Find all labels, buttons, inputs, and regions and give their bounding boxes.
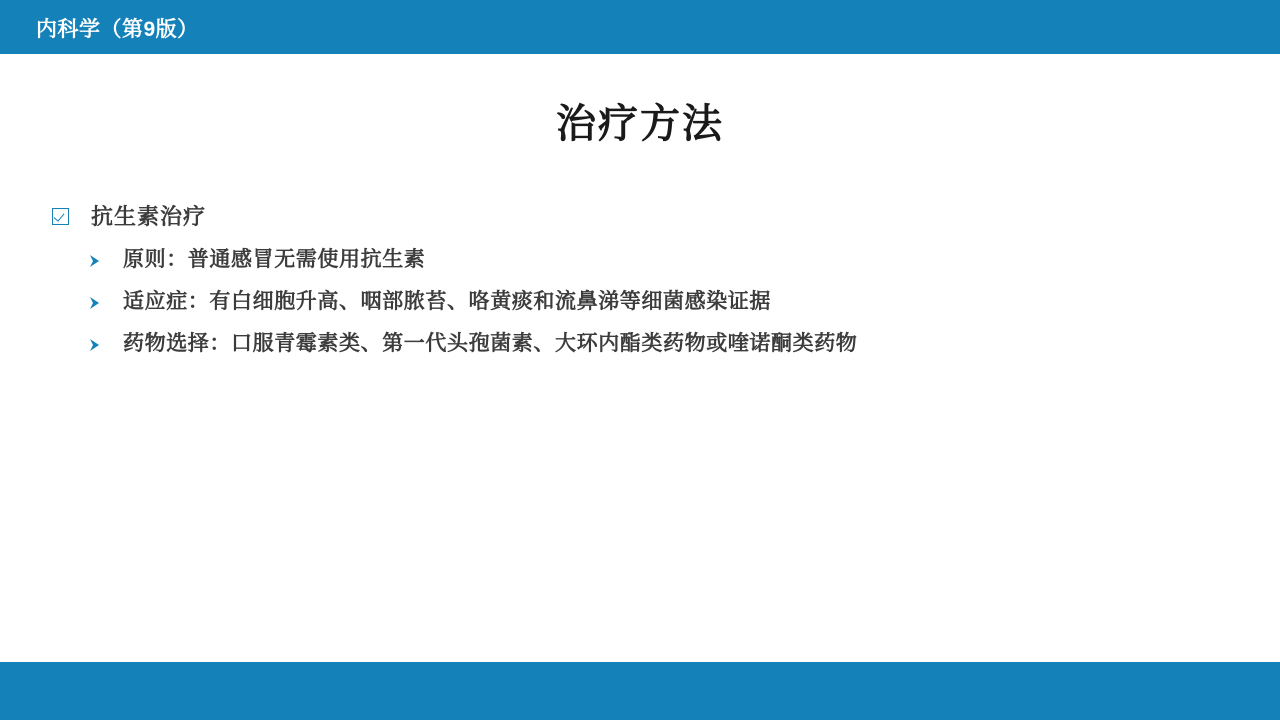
header-bar [0, 0, 1280, 54]
footer-bar [0, 662, 1280, 720]
page-title: 治疗方法 [556, 102, 724, 146]
arrow-right-icon [88, 337, 102, 353]
header-title: 内科学（第9版） [36, 18, 199, 41]
list-item [88, 288, 1280, 316]
content-body [0, 198, 1280, 372]
list-item-label: 药物选择：口服青霉素类、第一代头孢菌素、大环内酯类药物或喹诺酮类药物 [123, 332, 858, 355]
list-item-label: 原则：普通感冒无需使用抗生素 [123, 248, 426, 271]
list-item-label: 适应症：有白细胞升高、咽部脓苔、咯黄痰和流鼻涕等细菌感染证据 [123, 290, 771, 313]
list-item [88, 246, 1280, 274]
arrow-right-icon [88, 295, 102, 311]
arrow-right-icon [88, 253, 102, 269]
bullet-level2-list [0, 246, 1280, 358]
checkbox-checked-icon [52, 208, 69, 225]
bullet-level1 [52, 198, 1280, 232]
list-item [88, 330, 1280, 358]
bullet-level1-label: 抗生素治疗 [91, 203, 207, 229]
